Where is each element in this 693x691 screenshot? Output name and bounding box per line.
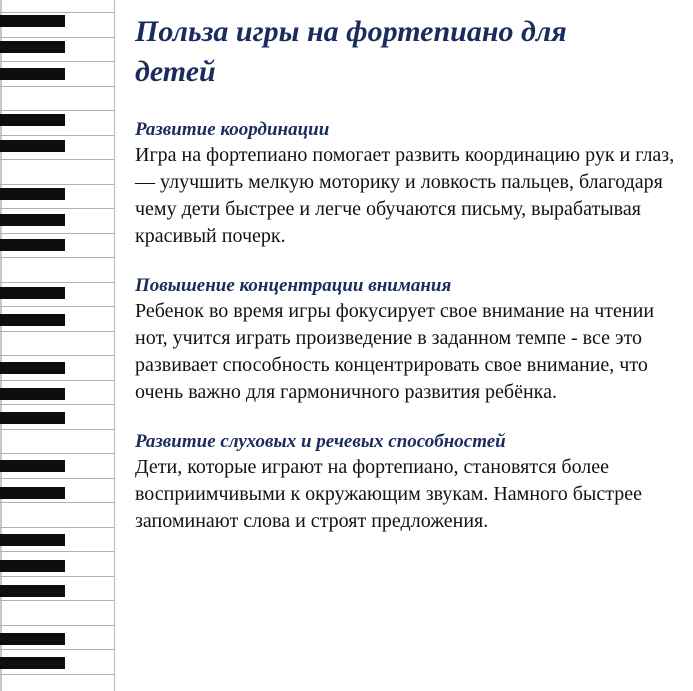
black-key [0, 68, 65, 80]
white-key-divider [0, 429, 114, 430]
white-key-divider [0, 380, 114, 381]
section-heading: Развитие координации [135, 119, 330, 140]
black-key [0, 287, 65, 299]
white-key-divider [0, 233, 114, 234]
section-heading: Развитие слуховых и речевых способностей [135, 431, 506, 452]
white-key-divider [0, 331, 114, 332]
white-key-divider [0, 61, 114, 62]
white-key-divider [0, 86, 114, 87]
white-key-divider [0, 355, 114, 356]
white-key-divider [0, 208, 114, 209]
white-key-divider [0, 600, 114, 601]
white-key-divider [0, 257, 114, 258]
black-key [0, 140, 65, 152]
section-heading: Повышение концентрации внимания [135, 275, 452, 296]
black-key [0, 633, 65, 645]
black-key [0, 560, 65, 572]
white-key-divider [0, 135, 114, 136]
page-title: Польза игры на фортепиано для детей [135, 15, 567, 88]
white-key-divider [0, 478, 114, 479]
white-key-divider [0, 12, 114, 13]
black-key [0, 657, 65, 669]
black-key [0, 388, 65, 400]
black-key [0, 188, 65, 200]
piano-keyboard-icon [0, 0, 115, 691]
white-key-divider [0, 282, 114, 283]
white-key-divider [0, 404, 114, 405]
white-key-divider [0, 551, 114, 552]
section-body: Ребенок во время игры фокусирует свое внимание на чтении нот, учится играть произведение в заданном темпе - все это развивает способность концентрировать свое внимание, что очень важно для гармоничного развития ребёнка. [135, 300, 655, 403]
black-key [0, 214, 65, 226]
white-key-divider [0, 306, 114, 307]
white-key-divider [0, 502, 114, 503]
black-key [0, 534, 65, 546]
black-key [0, 314, 65, 326]
section-body: Дети, которые играют на фортепиано, становятся более восприимчивыми к окружающим звукам. Намного быстрее запоминают слова и строят предложения. [135, 456, 642, 532]
article [135, 12, 680, 535]
black-key [0, 239, 65, 251]
black-key [0, 487, 65, 499]
white-key-divider [0, 159, 114, 160]
black-key [0, 460, 65, 472]
white-key-divider [0, 453, 114, 454]
black-key [0, 585, 65, 597]
white-key-divider [0, 649, 114, 650]
white-key-divider [0, 674, 114, 675]
white-key-divider [0, 527, 114, 528]
black-key [0, 362, 65, 374]
section-body: Игра на фортепиано помогает развить координацию рук и глаз, — улучшить мелкую моторику и ловкость пальцев, благодаря чему дети быстрее и легче обучаются письму, вырабатывая красивый почерк. [135, 144, 675, 247]
section-coordination [135, 118, 680, 250]
white-key-divider [0, 184, 114, 185]
section-hearing-speech [135, 430, 680, 535]
black-key [0, 412, 65, 424]
section-concentration [135, 274, 680, 406]
white-key-divider [0, 37, 114, 38]
white-key-divider [0, 576, 114, 577]
black-key [0, 15, 65, 27]
white-key-divider [0, 110, 114, 111]
black-key [0, 114, 65, 126]
black-key [0, 41, 65, 53]
white-key-divider [0, 625, 114, 626]
